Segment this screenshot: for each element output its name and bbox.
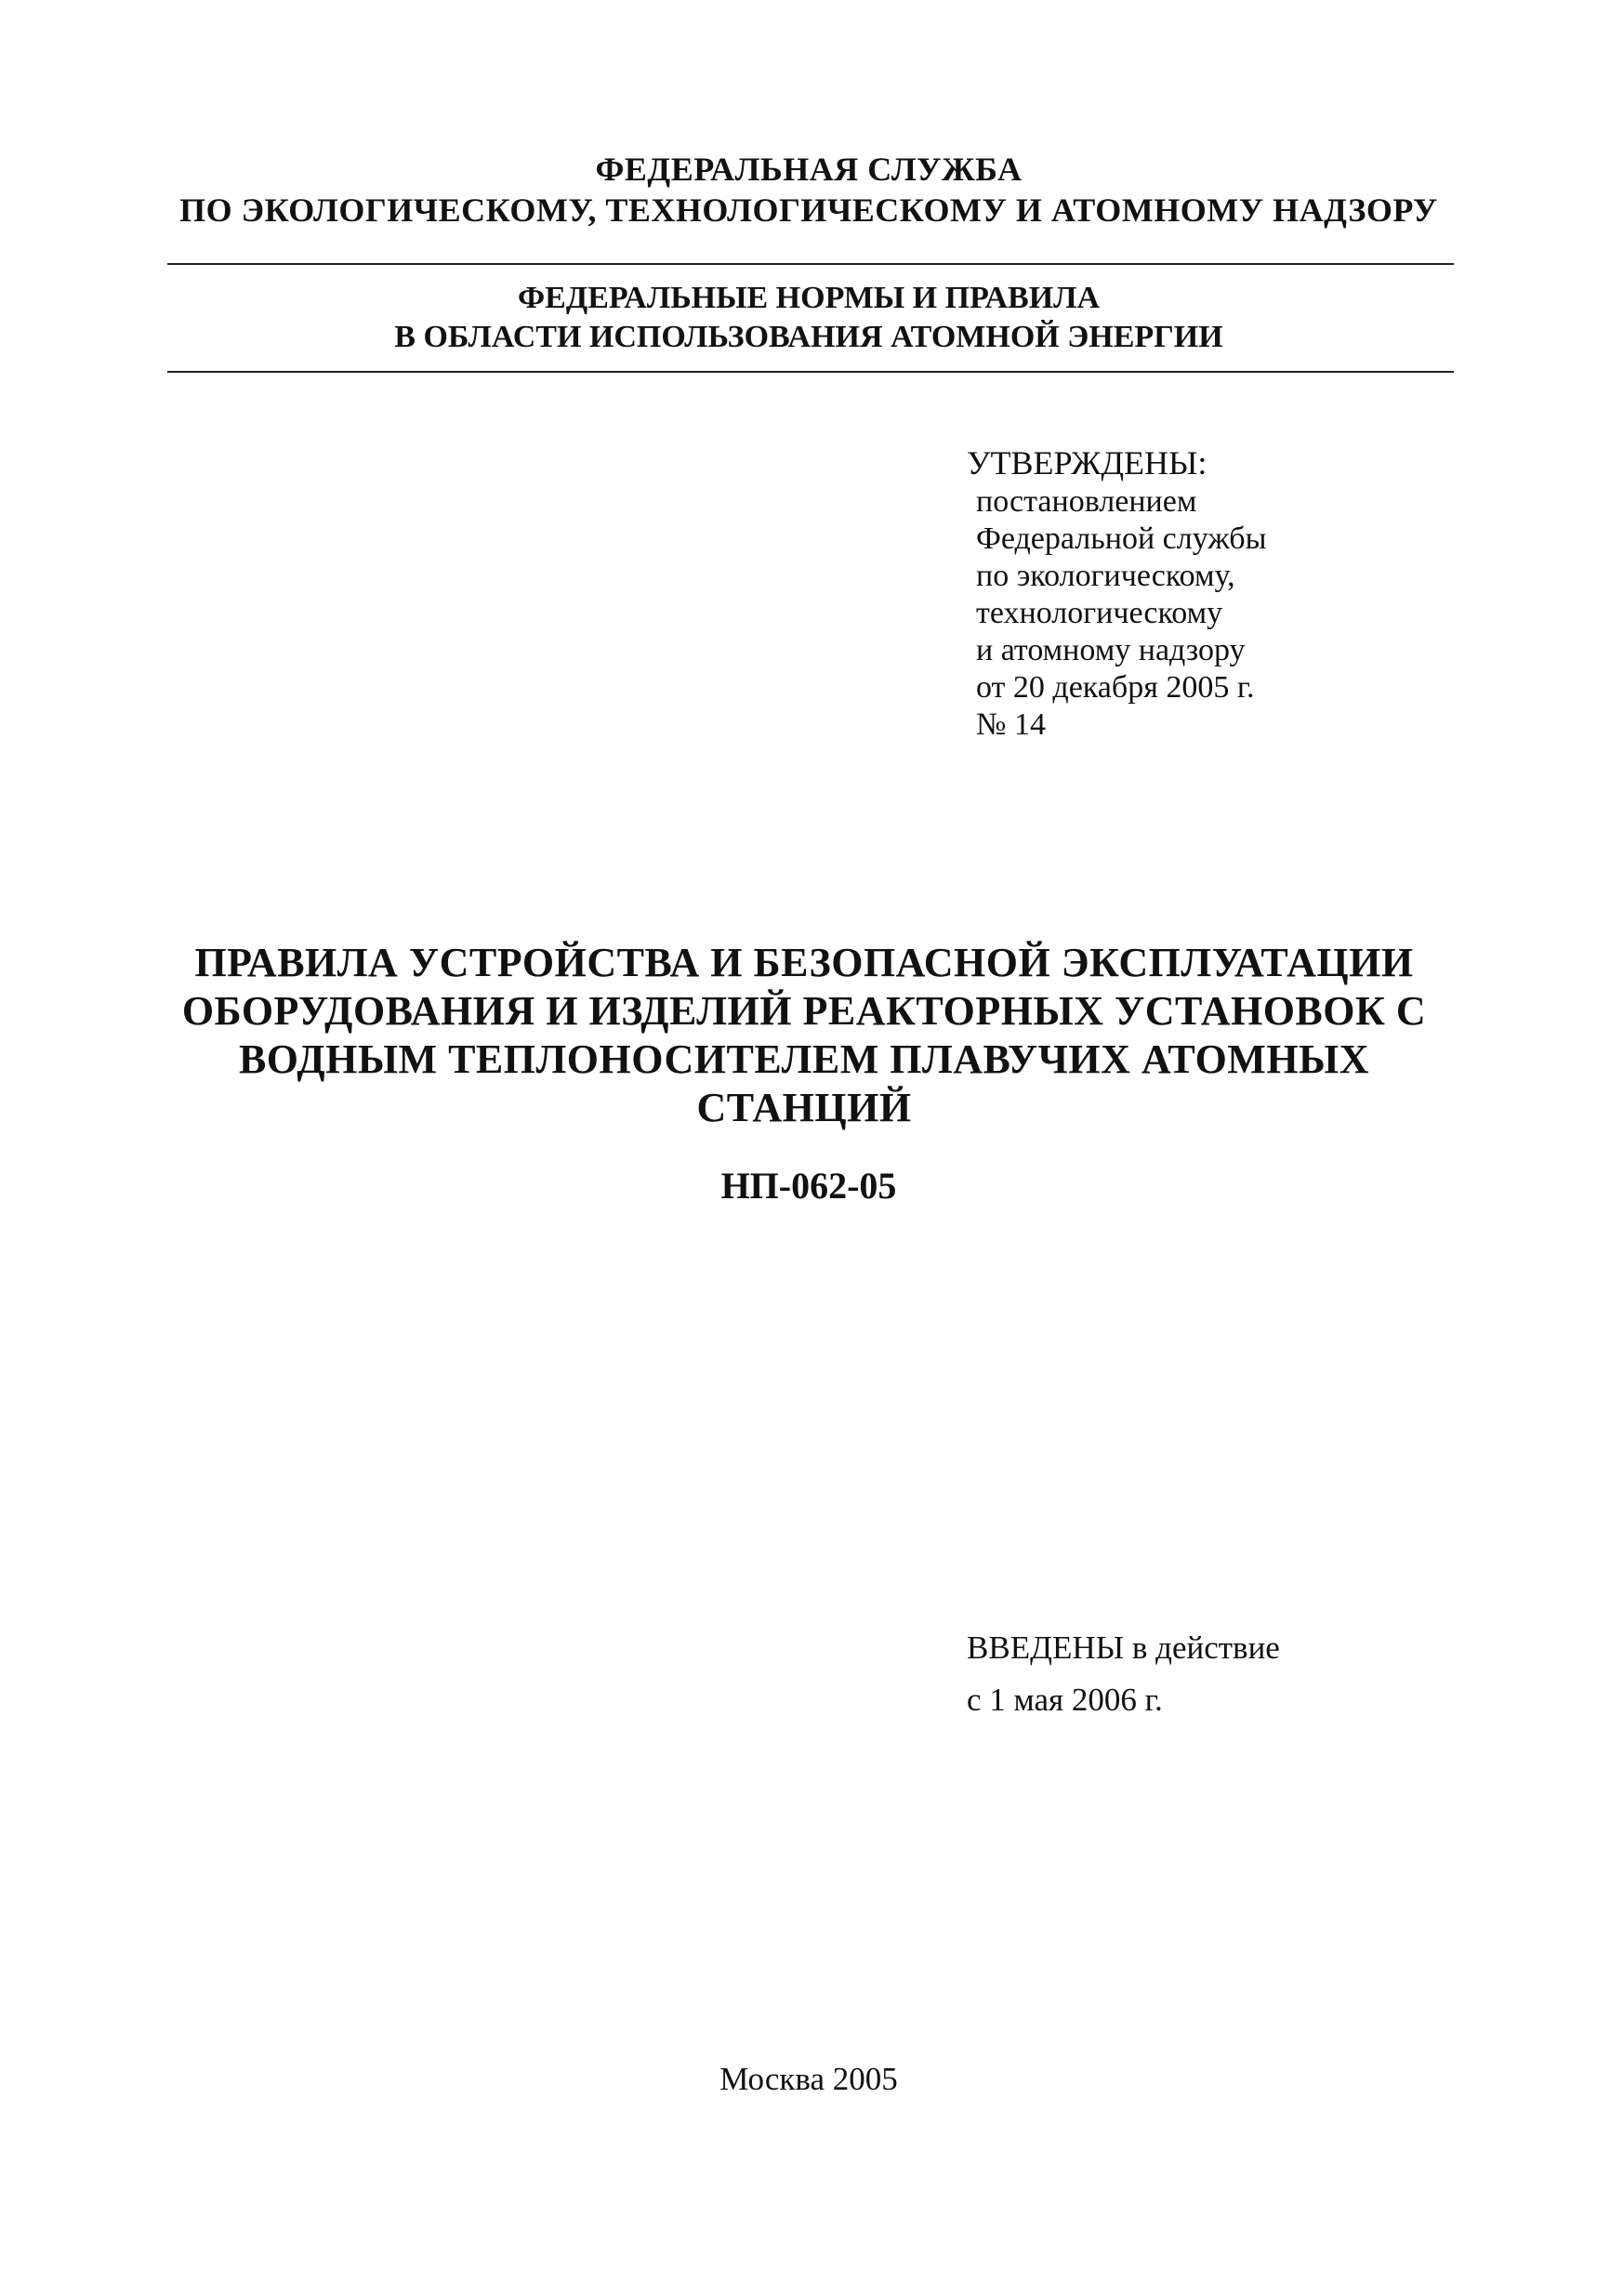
agency-header xyxy=(167,149,1450,231)
approval-line: технологическому xyxy=(976,596,1223,630)
document-title xyxy=(139,939,1469,1132)
top-divider xyxy=(167,263,1454,265)
title-line3: ВОДНЫМ ТЕПЛОНОСИТЕЛЕМ ПЛАВУЧИХ АТОМНЫХ СТАНЦИЙ xyxy=(238,1036,1370,1130)
effective-date-block xyxy=(967,1622,1487,1726)
document-code: НП-062-05 xyxy=(720,1165,897,1207)
approval-heading: УТВЕРЖДЕНЫ: xyxy=(967,444,1208,482)
agency-name-line2: ПО ЭКОЛОГИЧЕСКОМУ, ТЕХНОЛОГИЧЕСКОМУ И АТОМНОМУ НАДЗОРУ xyxy=(179,191,1438,229)
approval-line: от 20 декабря 2005 г. xyxy=(976,670,1255,705)
approval-line: и атомному надзору xyxy=(976,633,1246,667)
norms-line1: ФЕДЕРАЛЬНЫЕ НОРМЫ И ПРАВИЛА xyxy=(517,281,1101,315)
agency-name-line1: ФЕДЕРАЛЬНАЯ СЛУЖБА xyxy=(595,151,1023,188)
approval-block xyxy=(967,444,1487,744)
city-year: Москва 2005 xyxy=(719,2061,898,2097)
title-line2: ОБОРУДОВАНИЯ И ИЗДЕЛИЙ РЕАКТОРНЫХ УСТАНОВОК С xyxy=(181,988,1427,1034)
norms-line2: В ОБЛАСТИ ИСПОЛЬЗОВАНИЯ АТОМНОЙ ЭНЕРГИИ xyxy=(394,320,1223,354)
approval-line: постановлением xyxy=(976,484,1197,519)
approval-line: по экологическому, xyxy=(976,559,1235,593)
bottom-divider xyxy=(167,371,1454,373)
approval-line: Федеральной службы xyxy=(976,521,1267,556)
title-line1: ПРАВИЛА УСТРОЙСТВА И БЕЗОПАСНОЙ ЭКСПЛУАТАЦИИ xyxy=(194,940,1414,985)
approval-line: № 14 xyxy=(976,707,1046,742)
effective-line2: с 1 мая 2006 г. xyxy=(967,1682,1163,1718)
norms-header xyxy=(167,279,1450,357)
effective-line1: ВВЕДЕНЫ в действие xyxy=(967,1630,1280,1666)
